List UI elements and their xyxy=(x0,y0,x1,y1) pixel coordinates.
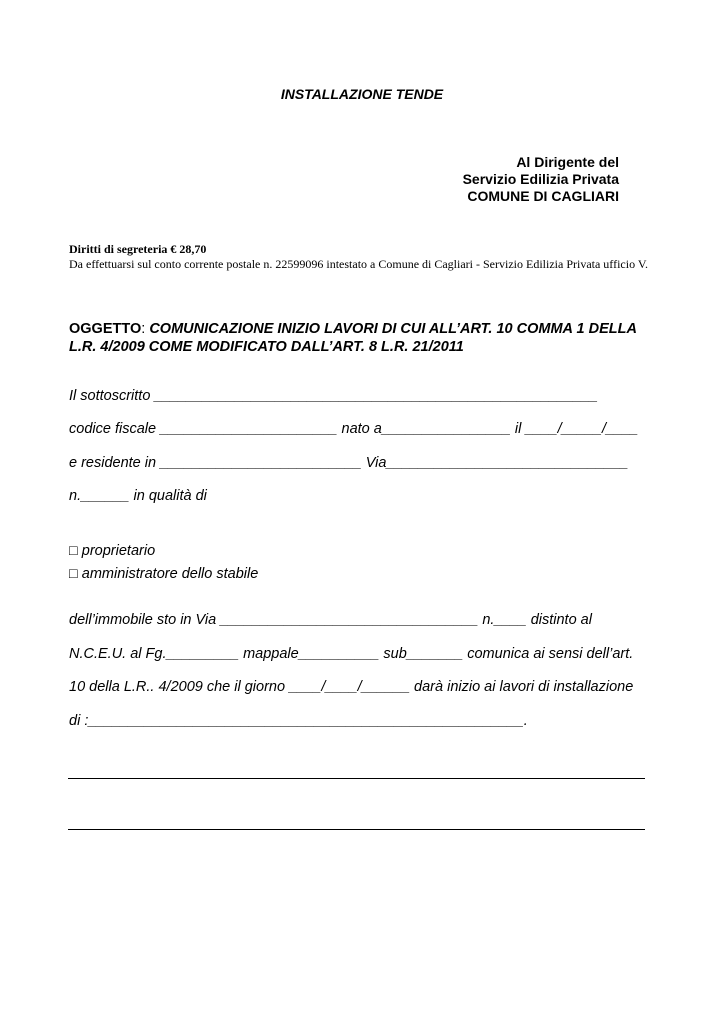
blank-line-1[interactable] xyxy=(68,778,645,779)
checkbox-proprietario[interactable]: □ proprietario xyxy=(69,543,156,559)
subject-label: OGGETTO xyxy=(69,321,142,337)
field-numero-qualita[interactable]: n.______ in qualità di xyxy=(69,488,207,504)
addressee-line-2: Servizio Edilizia Privata xyxy=(462,171,619,187)
field-data-inizio[interactable]: 10 della L.R.. 4/2009 che il giorno ____/____/______ darà inizio ai lavori di installazione xyxy=(69,679,634,695)
subject-block xyxy=(69,320,659,356)
field-nceu[interactable]: N.C.E.U. al Fg._________ mappale__________ sub_______ comunica ai sensi dell’art. xyxy=(69,646,634,662)
checkbox-amministratore[interactable]: □ amministratore dello stabile xyxy=(69,566,259,582)
blank-line-2[interactable] xyxy=(68,829,645,830)
addressee-line-1: Al Dirigente del xyxy=(516,154,619,170)
document-title: INSTALLAZIONE TENDE xyxy=(280,86,444,102)
addressee-block xyxy=(463,154,619,205)
field-codice-fiscale[interactable]: codice fiscale ______________________ nato a________________ il ____/_____/____ xyxy=(69,421,639,437)
field-immobile[interactable]: dell’immobile sto in Via ________________________________ n.____ distinto al xyxy=(69,612,592,628)
fees-text: Da effettuarsi sul conto corrente postale n. 22599096 intestato a Comune di Cagliari - Servizio Edilizia Privata ufficio V. xyxy=(69,257,648,271)
fees-title: Diritti di segreteria € 28,70 xyxy=(69,242,207,256)
field-sottoscritto[interactable]: Il sottoscritto _______________________________________________________ xyxy=(69,388,598,404)
subject-text: COMUNICAZIONE INIZIO LAVORI DI CUI ALL’ART. 10 COMMA 1 DELLA L.R. 4/2009 COME MODIFICATO DALL’ART. 8 L.R. 21/2011 xyxy=(69,321,637,355)
addressee-line-3: COMUNE DI CAGLIARI xyxy=(467,188,619,204)
field-residenza[interactable]: e residente in _________________________ Via______________________________ xyxy=(69,455,629,471)
subject-colon: : xyxy=(141,321,146,337)
field-descrizione[interactable]: di :______________________________________________________. xyxy=(69,713,528,729)
